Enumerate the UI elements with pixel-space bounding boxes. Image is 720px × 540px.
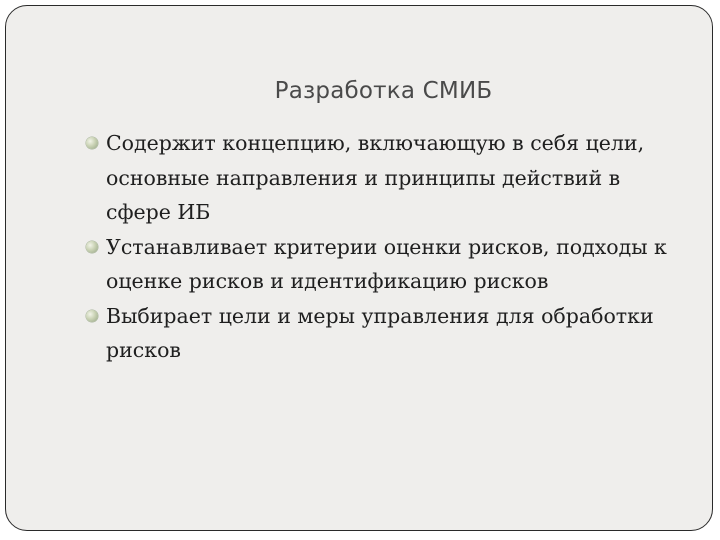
bullet-text: Содержит концепцию, включающую в себя цели, основные направления и принципы действий в сфере ИБ: [106, 131, 645, 224]
bullet-dot-icon: [86, 310, 98, 322]
slide-title: Разработка СМИБ: [274, 78, 493, 104]
bullet-text: Выбирает цели и меры управления для обработки рисков: [106, 303, 654, 362]
list-item: [86, 230, 686, 299]
bullet-dot-icon: [86, 241, 98, 253]
bullet-list: [86, 126, 686, 368]
list-item: [86, 126, 686, 230]
list-item: [86, 299, 686, 368]
bullet-text: Устанавливает критерии оценки рисков, подходы к оценке рисков и идентификацию рисков: [106, 234, 667, 293]
bullet-dot-icon: [86, 137, 98, 149]
slide: [5, 5, 713, 531]
